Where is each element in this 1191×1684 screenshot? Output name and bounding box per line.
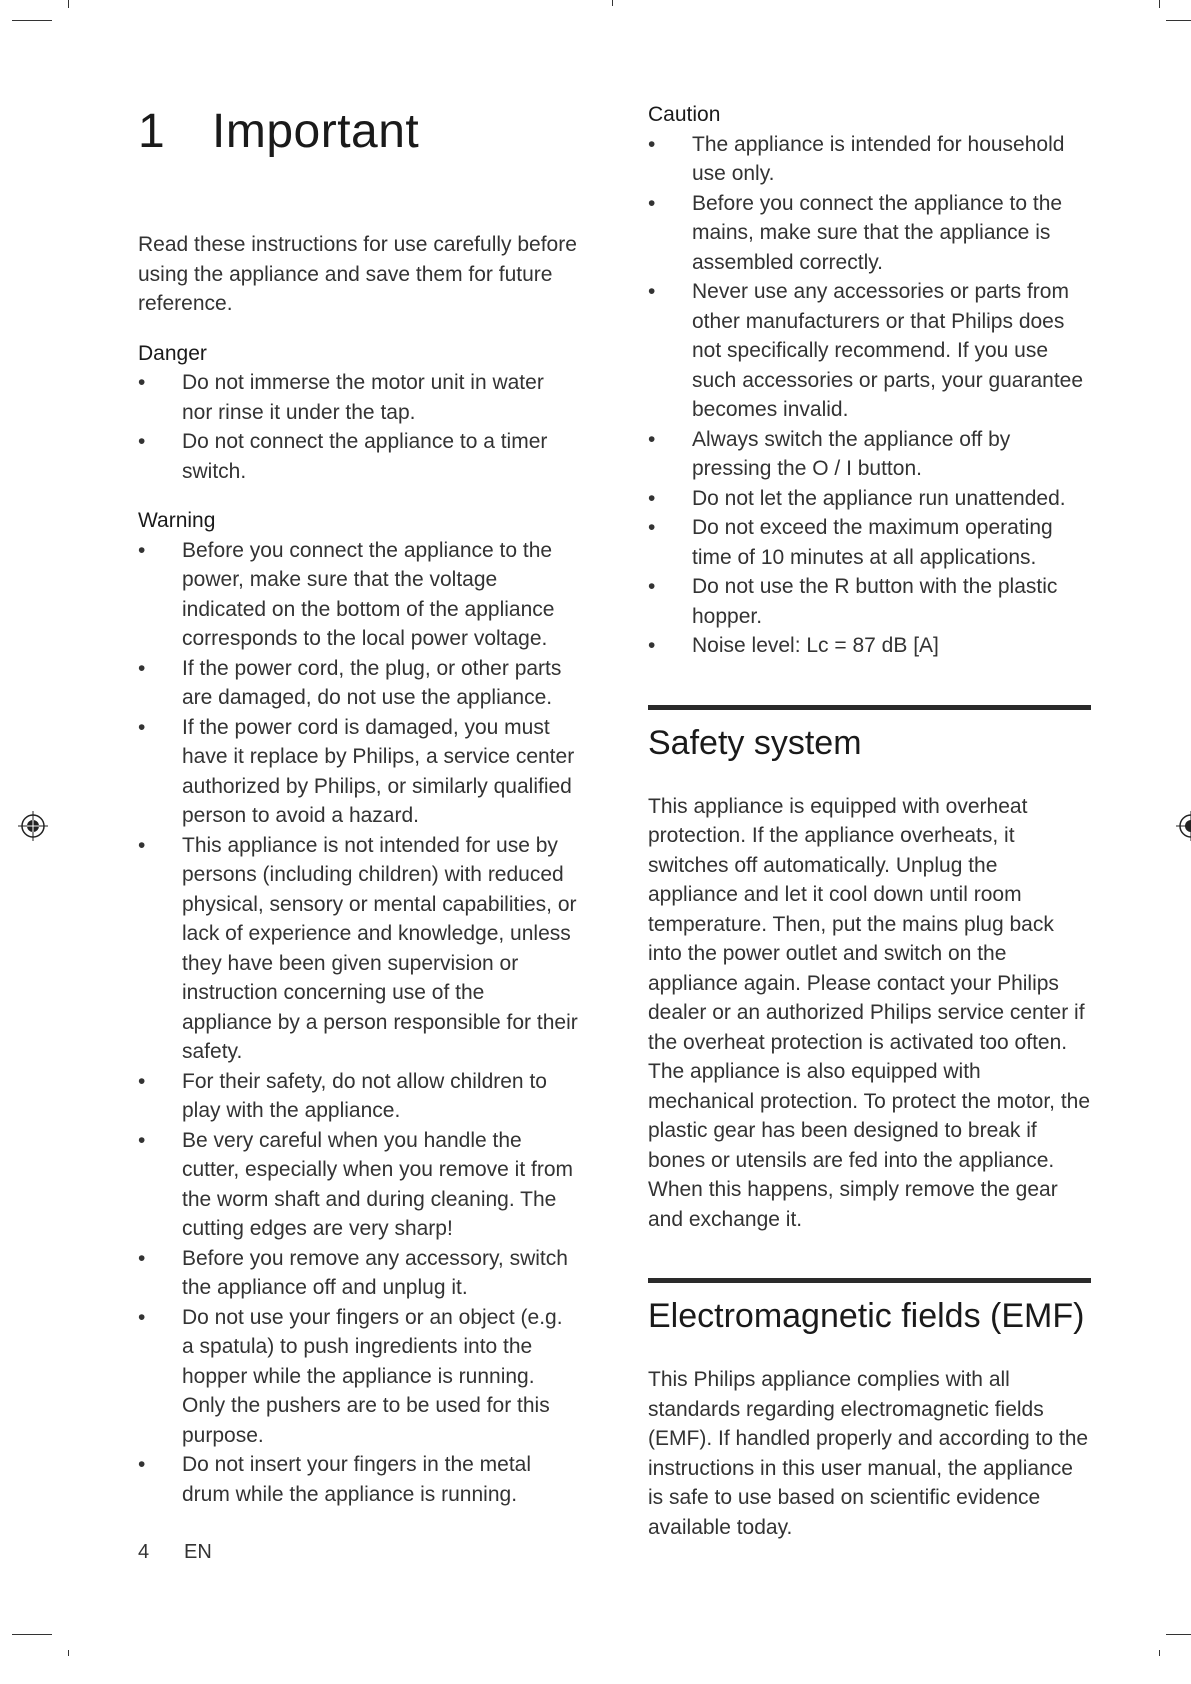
bullet-icon: • bbox=[138, 1453, 146, 1476]
bullet-icon: • bbox=[138, 833, 146, 857]
list-item bbox=[138, 1244, 578, 1303]
crop-mark-top-right-h bbox=[1166, 20, 1191, 21]
bullet-icon: • bbox=[138, 430, 146, 453]
crop-mark-top-left-v bbox=[68, 0, 69, 8]
list-item-text: This appliance is not intended for use by persons (including children) with reduced physical, sensory or mental capabilities, or lack of experience and knowledge, unless they have been given supervision or instruction concerning use of the appliance by a person responsible for their safety. bbox=[182, 833, 578, 1063]
list-item-text: Do not immerse the motor unit in water nor rinse it under the tap. bbox=[182, 371, 544, 424]
list-item bbox=[138, 654, 578, 713]
emf-section bbox=[648, 1278, 1091, 1542]
bullet-icon: • bbox=[648, 191, 656, 215]
list-item bbox=[648, 425, 1091, 484]
crop-mark-bottom-right-h bbox=[1166, 1634, 1191, 1635]
list-item-text: Do not exceed the maximum operating time of 10 minutes at all applications. bbox=[692, 516, 1053, 569]
warning-label: Warning bbox=[138, 509, 216, 532]
bullet-icon: • bbox=[138, 1305, 146, 1329]
crop-mark-bottom-left-v bbox=[68, 1650, 69, 1656]
list-item bbox=[648, 130, 1091, 189]
list-item-text: Noise level: Lc = 87 dB [A] bbox=[692, 634, 939, 657]
page-number: 4 bbox=[138, 1541, 150, 1563]
bullet-icon: • bbox=[138, 656, 146, 680]
bullet-icon: • bbox=[648, 634, 656, 657]
chapter-number: 1 bbox=[138, 105, 166, 158]
warning-list bbox=[138, 536, 578, 1510]
emf-heading: Electromagnetic fields (EMF) bbox=[648, 1297, 1085, 1335]
list-item bbox=[138, 831, 578, 1067]
registration-mark-right-icon bbox=[1176, 811, 1191, 841]
list-item-text: The appliance is intended for household use only. bbox=[692, 132, 1065, 185]
bullet-icon: • bbox=[648, 132, 656, 156]
list-item-text: Do not let the appliance run unattended. bbox=[692, 486, 1066, 510]
right-column bbox=[648, 100, 1091, 1542]
list-item bbox=[648, 277, 1091, 425]
list-item-text: Always switch the appliance off by pressing the O / I button. bbox=[692, 427, 1011, 480]
list-item-text: Do not insert your fingers in the metal drum while the appliance is running. bbox=[182, 1453, 532, 1506]
list-item bbox=[138, 427, 578, 486]
list-item bbox=[648, 631, 1091, 661]
language-code: EN bbox=[184, 1541, 212, 1563]
crop-mark-top-center-v bbox=[612, 0, 613, 6]
list-item bbox=[138, 368, 578, 427]
bullet-icon: • bbox=[648, 427, 656, 451]
list-item-text: For their safety, do not allow children to play with the appliance. bbox=[182, 1069, 547, 1122]
bullet-icon: • bbox=[648, 280, 656, 303]
list-item bbox=[648, 572, 1091, 631]
bullet-icon: • bbox=[138, 371, 146, 394]
list-item bbox=[648, 513, 1091, 572]
left-column bbox=[138, 100, 578, 1509]
list-item-text: If the power cord, the plug, or other parts are damaged, do not use the appliance. bbox=[182, 656, 562, 709]
list-item-text: If the power cord is damaged, you must have it replace by Philips, a service center authorized by Philips, or similarly qualified person to avoid a hazard. bbox=[182, 715, 575, 827]
list-item-text: Do not use your fingers or an object (e.g. a spatula) to push ingredients into the hopper while the appliance is running. Only the pushers are to be used for this purpose. bbox=[182, 1305, 563, 1447]
crop-mark-bottom-left-h bbox=[12, 1634, 52, 1635]
bullet-icon: • bbox=[138, 1069, 146, 1093]
list-item-text: Do not connect the appliance to a timer switch. bbox=[182, 430, 548, 483]
caution-list bbox=[648, 130, 1091, 661]
list-item bbox=[138, 1450, 578, 1509]
crop-mark-top-left-h bbox=[12, 20, 52, 21]
bullet-icon: • bbox=[648, 486, 656, 510]
bullet-icon: • bbox=[138, 538, 146, 562]
safety-paragraph-1: This appliance is equipped with overheat protection. If the appliance overheats, it switches off automatically. Unplug the appliance and let it cool down until room temperature. Then, put the mains plug back into the power outlet and switch on the appliance again. Please contact your Philips dealer or an authorized Philips service center if the overheat protection is activated too often. bbox=[648, 794, 1085, 1054]
crop-mark-bottom-right-v bbox=[1159, 1650, 1160, 1656]
list-item-text: Before you connect the appliance to the power, make sure that the voltage indicated on the bottom of the appliance corresponds to the local power voltage. bbox=[182, 538, 555, 650]
bullet-icon: • bbox=[138, 715, 146, 739]
list-item-text: Before you connect the appliance to the mains, make sure that the appliance is assembled correctly. bbox=[692, 191, 1063, 274]
intro-paragraph: Read these instructions for use carefully before using the appliance and save them for future reference. bbox=[138, 233, 577, 315]
bullet-icon: • bbox=[648, 575, 656, 598]
safety-paragraph-2: The appliance is also equipped with mechanical protection. To protect the motor, the plastic gear has been designed to break if bones or utensils are fed into the appliance. When this happens, simply remove the gear and exchange it. bbox=[648, 1060, 1091, 1231]
list-item bbox=[138, 1303, 578, 1451]
safety-system-section bbox=[648, 705, 1091, 1235]
danger-list bbox=[138, 368, 578, 486]
list-item bbox=[138, 713, 578, 831]
list-item-text: Do not use the R button with the plastic hopper. bbox=[692, 575, 1058, 628]
bullet-icon: • bbox=[138, 1128, 146, 1152]
list-item bbox=[138, 1126, 578, 1244]
chapter-heading bbox=[138, 100, 578, 164]
list-item-text: Before you remove any accessory, switch the appliance off and unplug it. bbox=[182, 1246, 568, 1299]
list-item bbox=[648, 189, 1091, 278]
list-item-text: Never use any accessories or parts from other manufacturers or that Philips does not specifically recommend. If you use such accessories or parts, your guarantee becomes invalid. bbox=[692, 280, 1084, 421]
danger-label: Danger bbox=[138, 341, 207, 365]
registration-mark-left-icon bbox=[18, 811, 48, 841]
chapter-title: Important bbox=[212, 105, 420, 158]
list-item bbox=[138, 1067, 578, 1126]
safety-system-heading: Safety system bbox=[648, 723, 862, 762]
list-item bbox=[648, 484, 1091, 514]
list-item-text: Be very careful when you handle the cutter, especially when you remove it from the worm shaft and during cleaning. The cutting edges are very sharp! bbox=[182, 1128, 574, 1240]
bullet-icon: • bbox=[648, 516, 656, 539]
page-footer bbox=[138, 1541, 212, 1564]
caution-label: Caution bbox=[648, 103, 721, 126]
list-item bbox=[138, 536, 578, 654]
emf-paragraph: This Philips appliance complies with all standards regarding electromagnetic fields (EMF). If handled properly and according to the instructions in this user manual, the appliance is safe to use based on scientific evidence available today. bbox=[648, 1368, 1089, 1539]
crop-mark-top-right-v bbox=[1159, 0, 1160, 8]
bullet-icon: • bbox=[138, 1246, 146, 1270]
